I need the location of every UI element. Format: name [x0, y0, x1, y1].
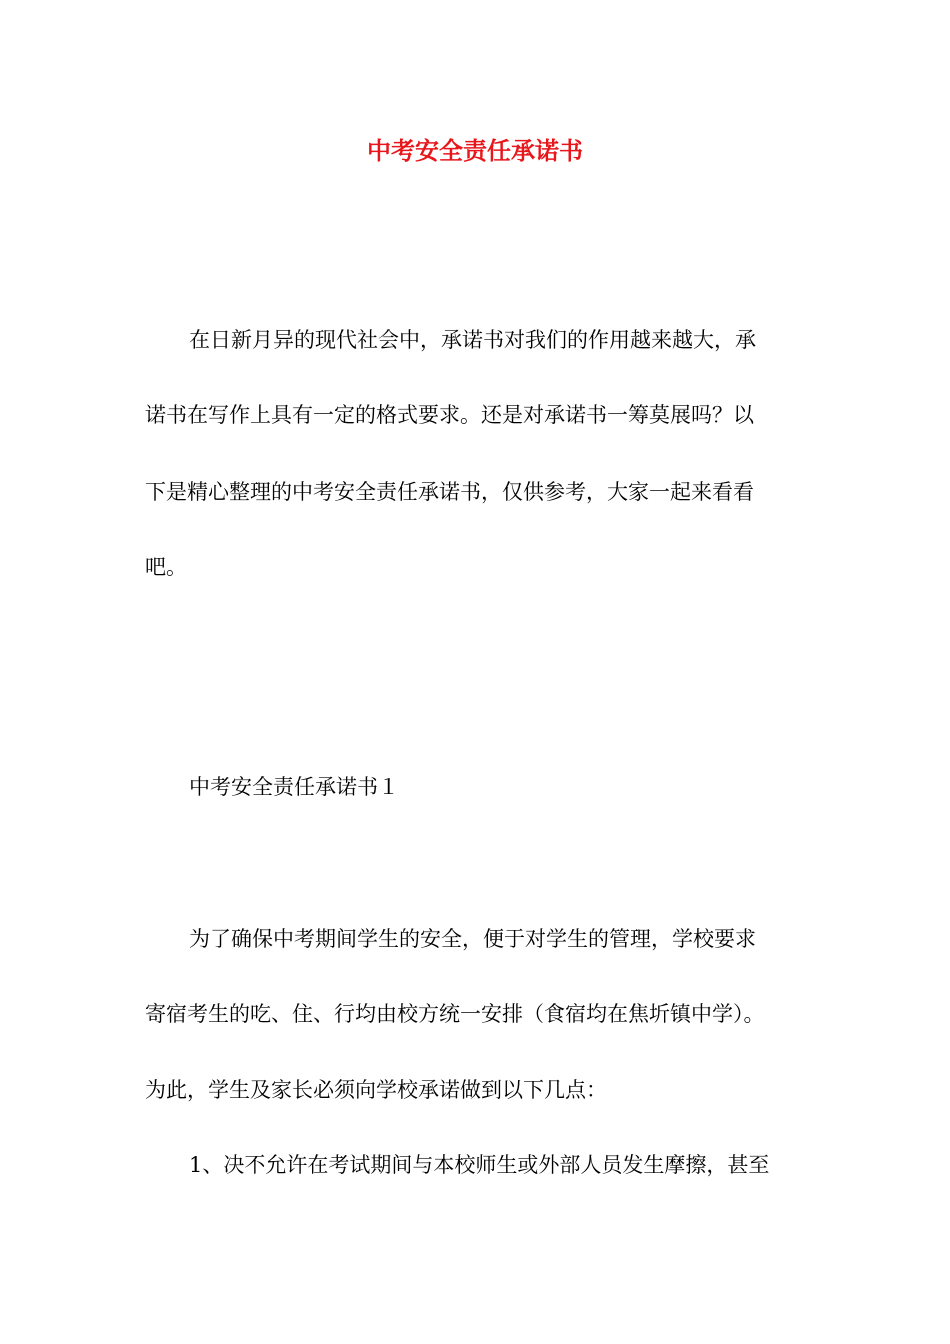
section-line: 为此，学生及家长必须向学校承诺做到以下几点：	[145, 1078, 607, 1102]
intro-line-3-wrap	[145, 479, 807, 506]
item-line-1-wrap	[145, 1152, 807, 1179]
intro-line: 吧。	[145, 555, 187, 579]
section-line-3-wrap	[145, 1077, 807, 1104]
intro-line: 诺书在写作上具有一定的格式要求。还是对承诺书一筹莫展吗？以	[145, 403, 754, 427]
section-line: 寄宿考生的吃、住、行均由校方统一安排（食宿均在焦圻镇中学）。	[145, 1002, 765, 1026]
intro-line-2-wrap	[145, 402, 807, 429]
document-title: 中考安全责任承诺书	[367, 136, 583, 165]
item-line: 1、决不允许在考试期间与本校师生或外部人员发生摩擦，甚至	[189, 1153, 770, 1177]
section-heading-wrap	[145, 774, 807, 801]
intro-line: 下是精心整理的中考安全责任承诺书，仅供参考，大家一起来看看	[145, 480, 754, 504]
intro-line: 在日新月异的现代社会中，承诺书对我们的作用越来越大，承	[189, 328, 756, 352]
section-line-2-wrap	[145, 1001, 807, 1028]
intro-line-1-wrap	[145, 327, 807, 354]
section-line-1-wrap	[145, 926, 807, 953]
intro-line-4-wrap	[145, 554, 807, 581]
section-heading: 中考安全责任承诺书１	[189, 775, 399, 799]
section-line: 为了确保中考期间学生的安全，便于对学生的管理，学校要求	[189, 927, 756, 951]
